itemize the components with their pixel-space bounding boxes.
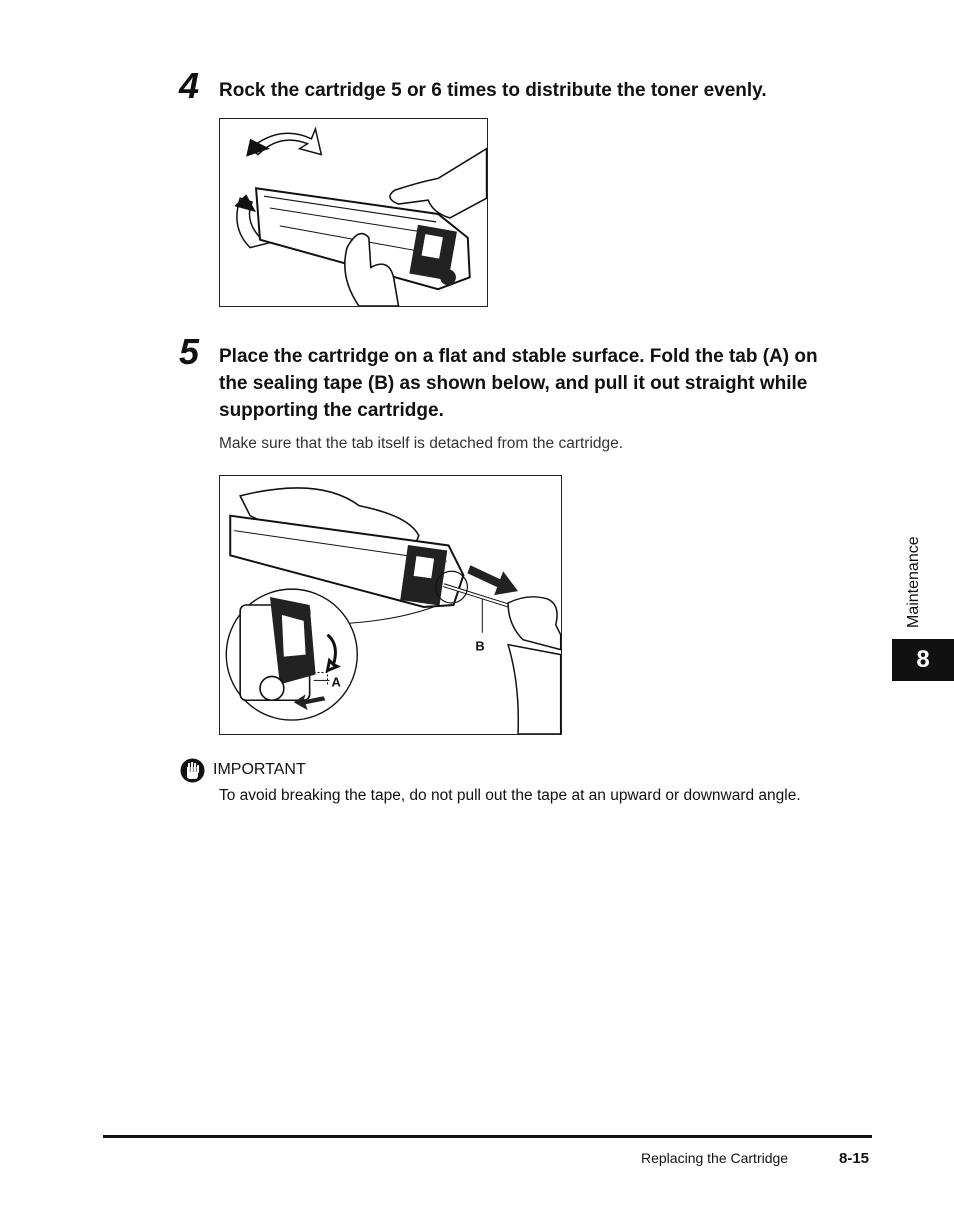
pull-arrow-icon (467, 565, 518, 595)
step-5-title-line-2: the sealing tape (B) as shown below, and pull it out straight while (219, 373, 808, 394)
page-number: 8-15 (839, 1150, 870, 1167)
important-text: To avoid breaking the tape, do not pull out the tape at an upward or downward angle. (219, 787, 801, 804)
footer-title: Replacing the Cartridge (641, 1150, 789, 1166)
figure-pull-sealing-tape (219, 475, 562, 735)
step-4-title: Rock the cartridge 5 or 6 times to distribute the toner evenly. (219, 80, 767, 101)
rock-cartridge-illustration (220, 119, 487, 306)
step-5-note: Make sure that the tab itself is detached from the cartridge. (219, 435, 624, 452)
pull-tape-illustration (220, 476, 561, 734)
figure-rock-cartridge (219, 118, 488, 307)
section-label: Maintenance (905, 536, 922, 628)
label-a: A (331, 674, 341, 690)
right-hand (390, 149, 487, 218)
label-b: B (475, 638, 485, 654)
step-5-title-line-3: supporting the cartridge. (219, 400, 444, 421)
footer-rule (103, 1135, 872, 1138)
pulling-hand (508, 597, 561, 650)
step-4-number: 4 (179, 65, 200, 106)
chapter-tab: 8 (892, 639, 954, 681)
step-5-title-line-1: Place the cartridge on a flat and stable surface. Fold the tab (A) on (219, 346, 818, 367)
hand-stop-icon (180, 758, 205, 783)
important-label: IMPORTANT (213, 761, 306, 778)
step-5-number: 5 (179, 331, 200, 372)
